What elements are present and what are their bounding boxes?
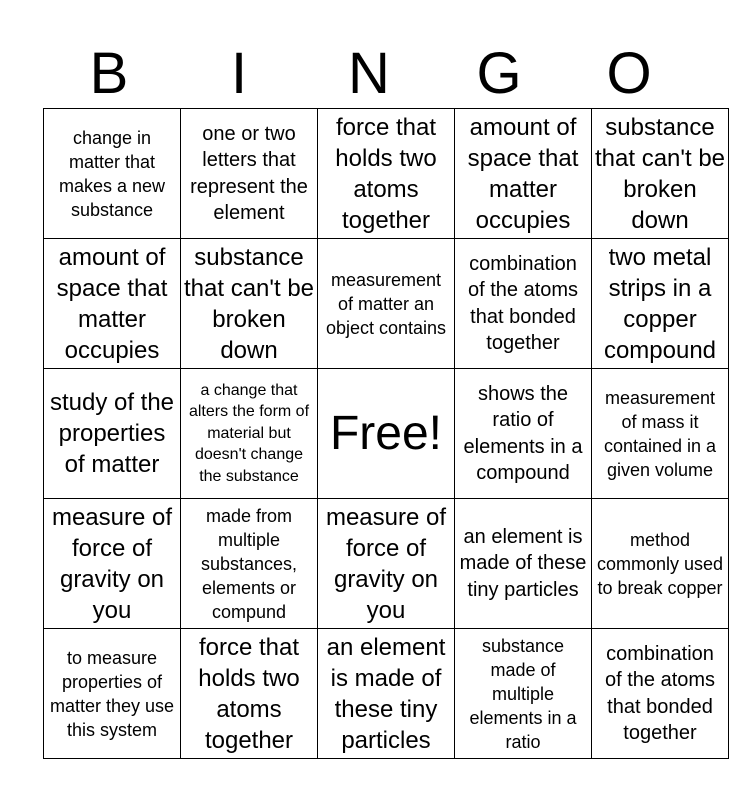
cell-text: amount of space that matter occupies	[56, 243, 168, 364]
bingo-cell[interactable]	[44, 109, 181, 239]
cell-text: measurement of mass it contained in a given volume	[603, 387, 717, 480]
cell-text: measure of force of gravity on you	[325, 503, 447, 624]
bingo-cell[interactable]	[181, 109, 318, 239]
bingo-cell[interactable]	[318, 629, 455, 759]
header-letter-g: G	[476, 41, 522, 106]
header-letter-o: O	[606, 41, 652, 106]
free-space-cell[interactable]	[318, 369, 455, 499]
cell-text: study of the properties of matter	[49, 389, 175, 478]
cell-text: change in matter that makes a new substance	[58, 127, 166, 220]
cell-text: to measure properties of matter they use this system	[49, 647, 175, 740]
bingo-cell[interactable]	[318, 239, 455, 369]
bingo-cell[interactable]	[455, 629, 592, 759]
bingo-cell[interactable]	[455, 369, 592, 499]
cell-text: measurement of matter an object contains	[325, 269, 447, 338]
bingo-cell[interactable]	[44, 629, 181, 759]
cell-text: an element is made of these tiny particles	[326, 633, 446, 754]
bingo-cell[interactable]	[318, 109, 455, 239]
cell-text: substance that can't be broken down	[184, 243, 315, 364]
bingo-row	[44, 109, 729, 239]
header-letter-n: N	[348, 41, 390, 106]
bingo-row	[44, 629, 729, 759]
bingo-cell[interactable]	[181, 369, 318, 499]
cell-text: substance that can't be broken down	[595, 113, 726, 234]
cell-text: method commonly used to break copper	[596, 529, 724, 598]
bingo-cell[interactable]	[592, 109, 729, 239]
bingo-row	[44, 369, 729, 499]
cell-text: amount of space that matter occupies	[467, 113, 579, 234]
bingo-cell[interactable]	[592, 499, 729, 629]
cell-text: two metal strips in a copper compound	[603, 243, 717, 364]
bingo-cell[interactable]	[592, 239, 729, 369]
cell-text: combination of the atoms that bonded together	[467, 252, 579, 354]
bingo-cell[interactable]	[44, 369, 181, 499]
bingo-cell[interactable]	[181, 499, 318, 629]
cell-text: measure of force of gravity on you	[51, 503, 173, 624]
free-space-label: Free!	[329, 406, 443, 460]
cell-text: substance made of multiple elements in a ratio	[469, 635, 577, 752]
cell-text: a change that alters the form of material but doesn't change the substance	[188, 381, 310, 485]
bingo-cell[interactable]	[181, 629, 318, 759]
bingo-cell[interactable]	[455, 239, 592, 369]
cell-text: one or two letters that represent the element	[190, 122, 308, 224]
bingo-header	[44, 40, 694, 108]
bingo-cell[interactable]	[181, 239, 318, 369]
cell-text: combination of the atoms that bonded together	[604, 642, 716, 744]
bingo-cell[interactable]	[592, 369, 729, 499]
cell-text: an element is made of these tiny particles	[459, 525, 587, 601]
cell-text: force that holds two atoms together	[335, 113, 437, 234]
bingo-cell[interactable]	[455, 109, 592, 239]
header-letter-i: I	[230, 41, 248, 106]
bingo-cell[interactable]	[44, 499, 181, 629]
bingo-card	[43, 108, 729, 759]
bingo-cell[interactable]	[44, 239, 181, 369]
header-letter-b: B	[89, 41, 129, 106]
bingo-row	[44, 499, 729, 629]
cell-text: shows the ratio of elements in a compound	[463, 382, 583, 484]
bingo-cell[interactable]	[318, 499, 455, 629]
bingo-row	[44, 239, 729, 369]
bingo-cell[interactable]	[455, 499, 592, 629]
cell-text: force that holds two atoms together	[198, 633, 300, 754]
bingo-cell[interactable]	[592, 629, 729, 759]
cell-text: made from multiple substances, elements or compund	[200, 505, 298, 622]
